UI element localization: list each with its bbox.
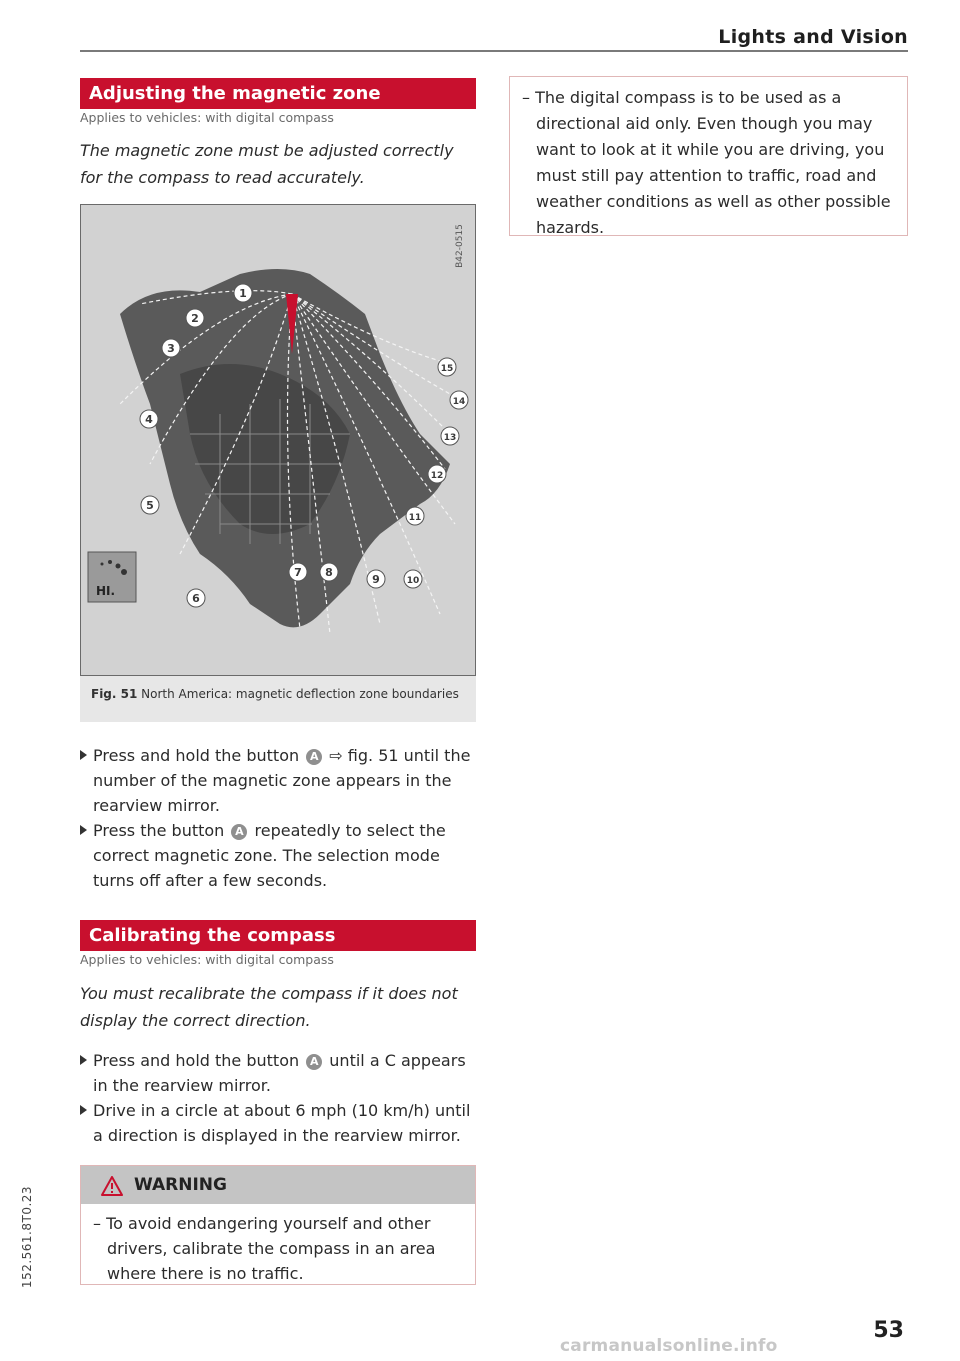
page-number: 53 (873, 1318, 904, 1343)
step-text: Press the button (93, 821, 230, 840)
svg-text:1: 1 (239, 287, 247, 300)
step-text: repeatedly to select the correct magnetic zone. The selection mode turns off after a few seconds. (93, 821, 446, 890)
section-title-magnetic-zone: Adjusting the magnetic zone (80, 78, 476, 109)
hawaii-inset-label: HI. (96, 584, 116, 598)
header-divider (80, 50, 908, 52)
applies-to-note: Applies to vehicles: with digital compass (80, 110, 334, 125)
step-text: Drive in a circle at about 6 mph (10 km/h) until a direction is displayed in the rearview mirror. (93, 1101, 471, 1145)
svg-text:13: 13 (443, 433, 457, 443)
zone-marker-9 (367, 570, 385, 588)
svg-text:15: 15 (440, 364, 454, 374)
step-item (80, 1048, 478, 1098)
zone-marker-10 (404, 570, 422, 588)
zone-marker-6 (187, 589, 205, 607)
page-header-title: Lights and Vision (718, 26, 908, 48)
svg-text:10: 10 (406, 576, 420, 586)
svg-text:6: 6 (192, 592, 200, 605)
figure-51 (80, 204, 476, 722)
figure-code: B42-0515 (455, 224, 465, 268)
svg-text:4: 4 (145, 413, 153, 426)
document-code: 152.561.8T0.23 (20, 1185, 34, 1289)
zone-marker-15 (438, 358, 456, 376)
svg-text:8: 8 (325, 566, 333, 579)
svg-text:9: 9 (372, 573, 380, 586)
zone-marker-7 (289, 563, 307, 581)
svg-text:5: 5 (146, 499, 154, 512)
note-box (509, 76, 908, 236)
button-a-icon: A (306, 1054, 322, 1070)
zone-marker-5 (141, 496, 159, 514)
warning-box (80, 1165, 476, 1285)
step-arrow-icon (80, 750, 87, 760)
button-a-icon: A (306, 749, 322, 765)
step-item (80, 1098, 478, 1148)
zone-marker-3 (162, 339, 180, 357)
svg-text:12: 12 (430, 471, 444, 481)
applies-to-note: Applies to vehicles: with digital compass (80, 952, 334, 967)
zone-marker-12 (428, 465, 446, 483)
watermark: carmanualsonline.info (560, 1336, 778, 1356)
figure-caption-label: Fig. 51 (91, 687, 138, 701)
figure-caption-text: North America: magnetic deflection zone boundaries (141, 687, 459, 701)
svg-text:11: 11 (408, 513, 422, 523)
svg-text:14: 14 (452, 397, 466, 407)
step-arrow-icon (80, 1105, 87, 1115)
section-title-calibrating: Calibrating the compass (80, 920, 476, 951)
zone-marker-8 (320, 563, 338, 581)
warning-text: – To avoid endangering yourself and other drivers, calibrate the compass in an area where there is no traffic. (93, 1214, 436, 1283)
button-a-icon: A (231, 824, 247, 840)
svg-text:7: 7 (294, 566, 302, 579)
zone-marker-14 (450, 391, 468, 409)
zone-marker-1 (234, 284, 252, 302)
note-text: – The digital compass is to be used as a directional aid only. Even though you may want to look at it while you are driving, you must still pay attention to traffic, road and weather conditions as well as other possible hazards. (522, 88, 891, 237)
zone-marker-11 (406, 507, 424, 525)
section-intro: You must recalibrate the compass if it does not display the correct direction. (80, 984, 458, 1030)
step-item (80, 743, 478, 818)
step-arrow-icon (80, 825, 87, 835)
step-text: ⇨ fig. 51 until the number of the magnetic zone appears in the rearview mirror. (93, 746, 471, 815)
warning-header (81, 1166, 475, 1204)
step-item (80, 818, 478, 893)
north-america-magnetic-zone-map (80, 204, 476, 676)
step-text: Press and hold the button (93, 1051, 305, 1070)
zone-marker-2 (186, 309, 204, 327)
zone-marker-13 (441, 427, 459, 445)
warning-title: WARNING (134, 1175, 227, 1195)
svg-text:2: 2 (191, 312, 199, 325)
step-text: Press and hold the button (93, 746, 305, 765)
step-text: until a C appears in the rearview mirror. (93, 1051, 466, 1095)
section-intro: The magnetic zone must be adjusted correctly for the compass to read accurately. (80, 141, 454, 187)
zone-marker-4 (140, 410, 158, 428)
step-arrow-icon (80, 1055, 87, 1065)
figure-caption (91, 684, 471, 705)
warning-triangle-icon (101, 1176, 123, 1196)
svg-text:3: 3 (167, 342, 175, 355)
